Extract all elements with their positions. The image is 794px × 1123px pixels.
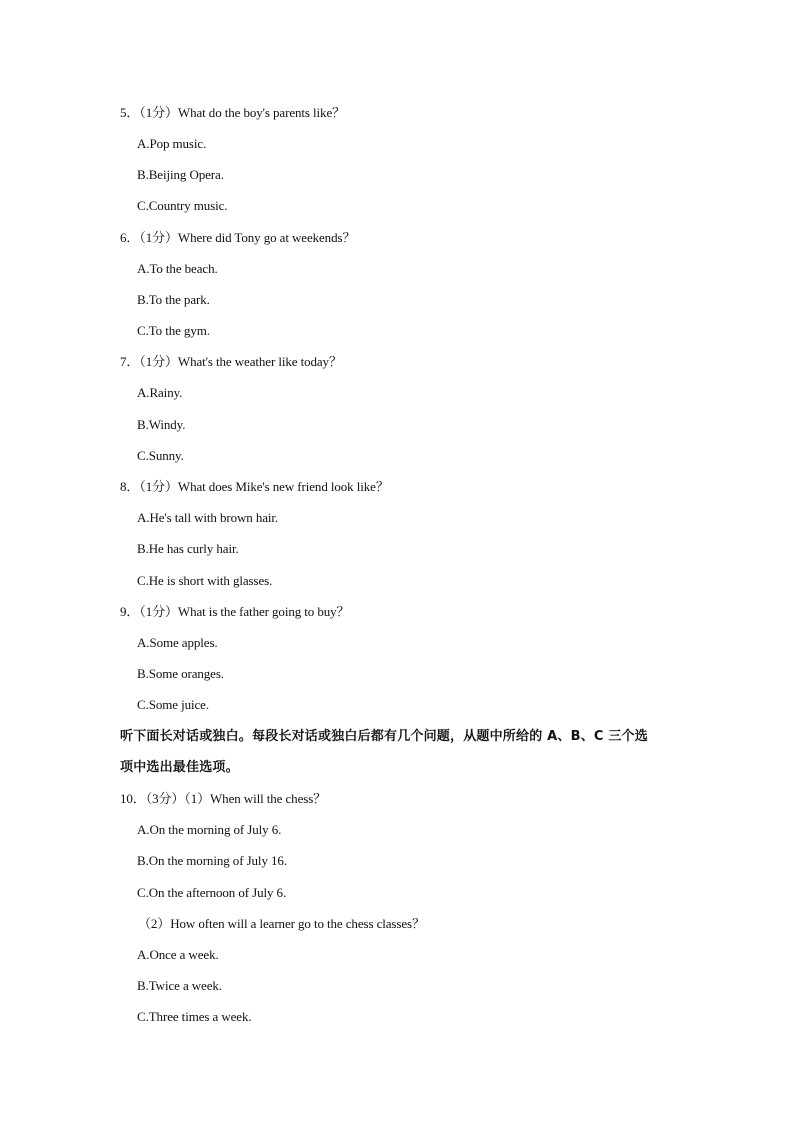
section-instruction-line-1: 听下面长对话或独白。每段长对话或独白后都有几个问题，从题中所给的 A、B、C 三个选 bbox=[120, 729, 648, 744]
question-7-option-c: C.Sunny. bbox=[137, 448, 184, 463]
question-6-option-c: C.To the gym. bbox=[137, 323, 210, 338]
question-7-stem: 7．（1分）What's the weather like today？ bbox=[120, 354, 342, 369]
question-8-option-b: B.He has curly hair. bbox=[137, 541, 239, 556]
question-7-option-a: A.Rainy. bbox=[137, 385, 183, 400]
question-5-option-b: B.Beijing Opera. bbox=[137, 167, 224, 182]
question-5-stem: 5．（1分）What do the boy's parents like？ bbox=[120, 105, 346, 120]
question-9-option-b: B.Some oranges. bbox=[137, 666, 224, 681]
section-instruction-line-2: 项中选出最佳选项。 bbox=[120, 760, 239, 775]
question-10-1-option-a: A.On the morning of July 6. bbox=[137, 822, 282, 837]
question-10-1-option-c: C.On the afternoon of July 6. bbox=[137, 885, 287, 900]
question-6-option-a: A.To the beach. bbox=[137, 261, 218, 276]
question-9-option-c: C.Some juice. bbox=[137, 697, 209, 712]
question-10-stem: 10．（3分）（1）When will the chess？ bbox=[120, 791, 327, 806]
question-6-option-b: B.To the park. bbox=[137, 292, 210, 307]
question-10-2-option-a: A.Once a week. bbox=[137, 947, 219, 962]
question-5-option-c: C.Country music. bbox=[137, 198, 228, 213]
question-5-option-a: A.Pop music. bbox=[137, 136, 207, 151]
question-10-sub-2: （2）How often will a learner go to the chess classes？ bbox=[138, 916, 425, 931]
question-8-option-c: C.He is short with glasses. bbox=[137, 573, 273, 588]
question-7-option-b: B.Windy. bbox=[137, 417, 186, 432]
question-9-option-a: A.Some apples. bbox=[137, 635, 218, 650]
question-8-option-a: A.He's tall with brown hair. bbox=[137, 510, 279, 525]
question-10-2-option-b: B.Twice a week. bbox=[137, 978, 222, 993]
question-6-stem: 6．（1分）Where did Tony go at weekends？ bbox=[120, 230, 356, 245]
question-10-2-option-c: C.Three times a week. bbox=[137, 1009, 252, 1024]
question-8-stem: 8．（1分）What does Mike's new friend look like？ bbox=[120, 479, 389, 494]
question-9-stem: 9．（1分）What is the father going to buy？ bbox=[120, 604, 350, 619]
question-10-1-option-b: B.On the morning of July 16. bbox=[137, 853, 287, 868]
